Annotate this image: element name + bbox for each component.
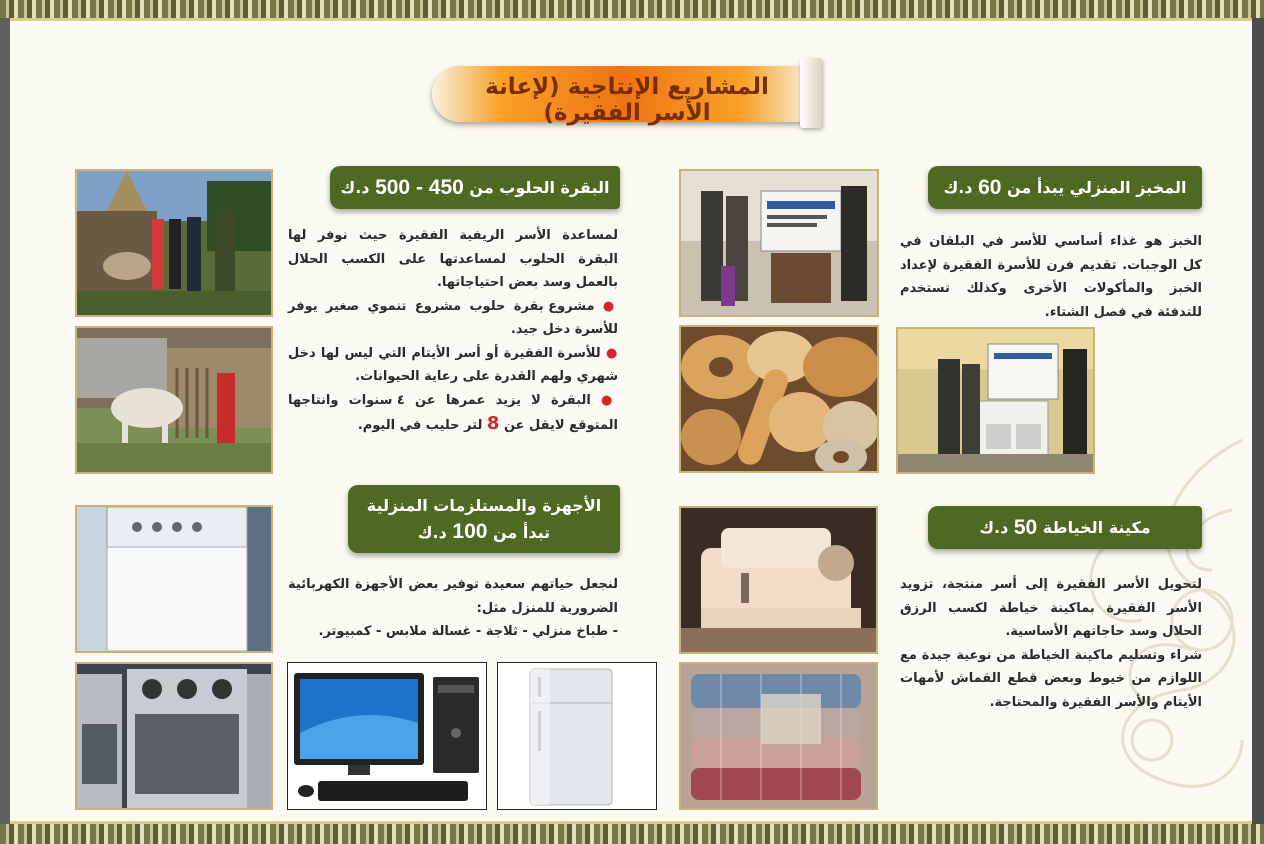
top-border [0, 0, 1264, 18]
bakery-header-price: 60 [978, 175, 1002, 199]
cow-liters-number: 8 [486, 413, 500, 434]
top-border-line [0, 18, 1264, 21]
cow-bullet-1 [288, 295, 618, 342]
appliances-paragraph-2: - طباخ منزلي - ثلاجة - غسالة ملابس - كمبيوتر. [318, 624, 618, 639]
sewing-paragraph-1: لتحويل الأسر الفقيرة إلى أسر منتجة، تزويد الأسر الفقيرة بماكينة خياطة لكسب الرزق الحلال وسد حاجاتهم الأساسية. [900, 577, 1202, 639]
oven-delivery-photo [896, 327, 1095, 474]
banner-scroll-end [800, 58, 822, 128]
cow-bullet-3 [288, 389, 618, 438]
cow-bullet-1-text: مشروع بقرة حلوب مشروع تنموي صغير يوفر للأسرة دخل جيد. [288, 298, 618, 337]
sewing-header-currency: د.ك [979, 518, 1009, 537]
sewing-header-prefix: مكينة الخياطة [1042, 518, 1151, 537]
sewing-header [928, 506, 1202, 549]
bottom-border-line [0, 821, 1264, 824]
bread-photo [679, 325, 879, 473]
title-banner [432, 58, 822, 130]
bullet-dot: ● [605, 345, 619, 361]
cow-header [330, 166, 620, 209]
cow-intro: لمساعدة الأسر الريفية الفقيرة حيث نوفر لها البقرة الحلوب لمساعدتها على الكسب الحلال بالعمل وسد بعض احتياجاتها. [288, 228, 618, 290]
cow-bullet-2 [288, 342, 618, 389]
bullet-dot: ● [600, 392, 618, 408]
appliances-header [348, 485, 620, 553]
appliances-header-line2 [418, 519, 550, 546]
sewing-text [900, 573, 1202, 714]
appliances-paragraph-1: لنجعل حياتهم سعيدة توفير بعض الأجهزة الكهربائية الضرورية للمنزل مثل: [288, 577, 618, 616]
sewing-machine-photo [679, 506, 878, 654]
sewing-paragraph-2: شراء وتسليم ماكينة الخياطة من نوعية جيدة مع اللوازم من خيوط وبعض قطع القماش لأمهات الأيتام والأسر الفقيرة والمحتاجة. [900, 647, 1202, 710]
computer-photo [287, 662, 487, 810]
cow-family-photo [75, 169, 273, 317]
cow-text [288, 224, 618, 438]
bottom-border [0, 824, 1264, 844]
bakery-header-currency: د.ك [943, 178, 973, 197]
appliances-header-prefix: تبدأ من [493, 522, 551, 542]
bakery-header-prefix: المخبز المنزلي يبدأ من [1007, 178, 1187, 197]
right-edge [1252, 18, 1264, 824]
bakery-text: الخبز هو غذاء أساسي للأسر في البلقان في كل الوجبات. تقديم فرن للأسرة الفقيرة لإعداد الخبز والمأكولات الأخرى وكذلك تستخدم للتدفئة في فصل الشتاء. [900, 234, 1202, 320]
bullet-dot: ● [602, 298, 619, 314]
washing-machine-photo [75, 505, 273, 653]
appliances-header-currency: د.ك [417, 522, 447, 542]
oven-handover-photo [679, 169, 879, 317]
cow-header-currency: د.ك [340, 178, 370, 197]
page-title: المشاريع الإنتاجية (لإعانة الأسر الفقيرة) [485, 74, 769, 126]
bakery-header [928, 166, 1202, 209]
refrigerator-photo [497, 662, 657, 810]
cow-header-prefix: البقرة الحلوب من [469, 178, 610, 197]
cow-yard-photo [75, 326, 273, 474]
left-edge [0, 18, 10, 824]
appliances-text [288, 573, 618, 644]
cow-bullet-3-text-b: لتر حليب في اليوم. [357, 418, 483, 433]
cow-header-price: 450 - 500 [375, 175, 464, 199]
stoves-photo [75, 662, 273, 810]
cow-bullet-2-text: للأسرة الفقيرة أو أسر الأيتام التي ليس لها دخل شهري ولهم القدرة على رعاية الحيوانات. [288, 345, 618, 384]
cow-bullet-3-text-a: البقرة لا يزيد عمرها عن ٤ سنوات وانتاجها المتوقع لايقل عن [288, 392, 618, 433]
sewing-header-price: 50 [1013, 515, 1038, 539]
appliances-header-line1: الأجهزة والمستلزمات المنزلية [366, 495, 602, 515]
appliances-header-price: 100 [452, 519, 488, 543]
fabric-photo [679, 662, 878, 810]
